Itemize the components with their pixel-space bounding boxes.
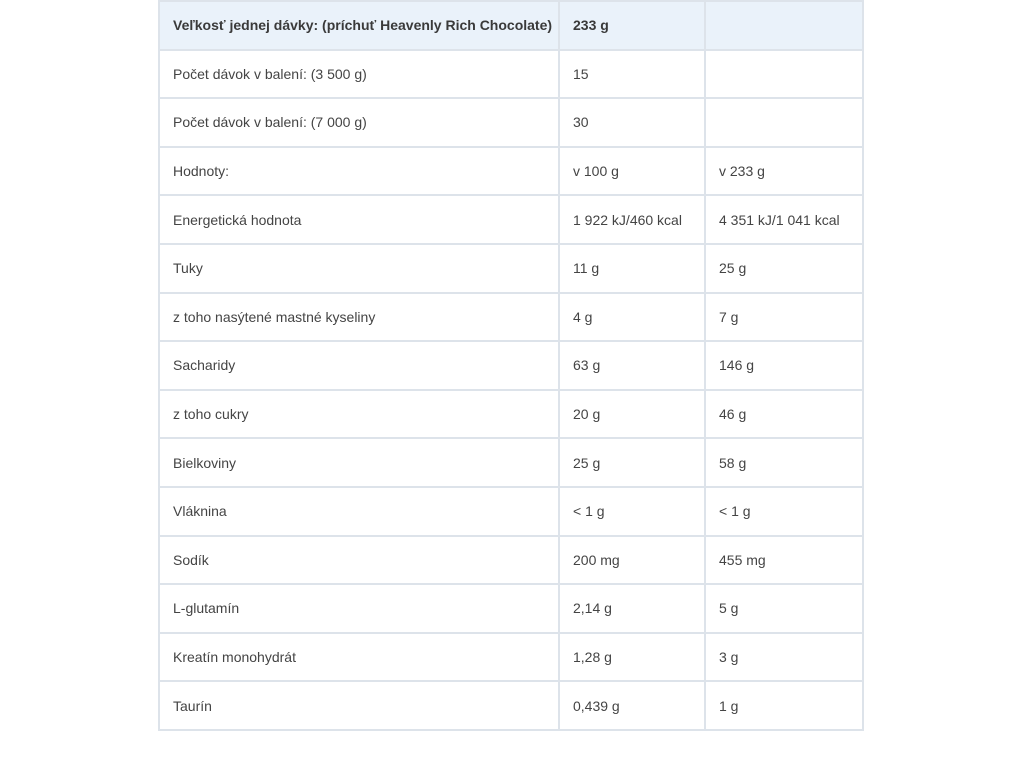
row-value-per-100g: 4 g <box>559 293 705 342</box>
nutrition-table-container <box>158 0 862 731</box>
table-row <box>159 681 863 730</box>
row-value-per-100g: 30 <box>559 98 705 147</box>
row-value-per-serving: 5 g <box>705 584 863 633</box>
nutrition-table <box>158 0 864 731</box>
table-row <box>159 438 863 487</box>
row-value-per-serving: 4 351 kJ/1 041 kcal <box>705 195 863 244</box>
row-label: Taurín <box>159 681 559 730</box>
row-value-per-serving: 7 g <box>705 293 863 342</box>
header-empty-cell <box>705 1 863 50</box>
row-label: Počet dávok v balení: (7 000 g) <box>159 98 559 147</box>
row-value-per-100g: 2,14 g <box>559 584 705 633</box>
row-label: Energetická hodnota <box>159 195 559 244</box>
row-value-per-serving: 58 g <box>705 438 863 487</box>
table-row <box>159 633 863 682</box>
row-value-per-serving: 46 g <box>705 390 863 439</box>
row-label: Sodík <box>159 536 559 585</box>
table-row <box>159 390 863 439</box>
row-value-per-serving: 1 g <box>705 681 863 730</box>
row-label: Hodnoty: <box>159 147 559 196</box>
row-value-per-100g: < 1 g <box>559 487 705 536</box>
row-value-per-serving <box>705 98 863 147</box>
table-row <box>159 50 863 99</box>
row-label: Sacharidy <box>159 341 559 390</box>
row-value-per-100g: 15 <box>559 50 705 99</box>
row-label: Bielkoviny <box>159 438 559 487</box>
row-value-per-100g: 1,28 g <box>559 633 705 682</box>
table-row <box>159 98 863 147</box>
row-value-per-100g: 25 g <box>559 438 705 487</box>
table-header-row <box>159 1 863 50</box>
table-row <box>159 293 863 342</box>
row-label: Kreatín monohydrát <box>159 633 559 682</box>
row-label: z toho nasýtené mastné kyseliny <box>159 293 559 342</box>
table-row <box>159 244 863 293</box>
row-value-per-serving: 3 g <box>705 633 863 682</box>
serving-size-label: Veľkosť jednej dávky: (príchuť Heavenly Rich Chocolate) <box>159 1 559 50</box>
row-value-per-100g: 200 mg <box>559 536 705 585</box>
row-value-per-100g: 11 g <box>559 244 705 293</box>
row-value-per-100g: 63 g <box>559 341 705 390</box>
table-row <box>159 584 863 633</box>
row-value-per-serving: 455 mg <box>705 536 863 585</box>
row-value-per-100g: 20 g <box>559 390 705 439</box>
serving-size-value: 233 g <box>559 1 705 50</box>
row-label: L-glutamín <box>159 584 559 633</box>
row-value-per-serving <box>705 50 863 99</box>
row-value-per-serving: v 233 g <box>705 147 863 196</box>
row-value-per-serving: 25 g <box>705 244 863 293</box>
table-row <box>159 147 863 196</box>
table-row <box>159 195 863 244</box>
row-value-per-100g: v 100 g <box>559 147 705 196</box>
row-label: Vláknina <box>159 487 559 536</box>
table-row <box>159 536 863 585</box>
row-value-per-serving: < 1 g <box>705 487 863 536</box>
row-label: Počet dávok v balení: (3 500 g) <box>159 50 559 99</box>
row-value-per-100g: 0,439 g <box>559 681 705 730</box>
table-row <box>159 487 863 536</box>
row-label: z toho cukry <box>159 390 559 439</box>
row-value-per-100g: 1 922 kJ/460 kcal <box>559 195 705 244</box>
row-value-per-serving: 146 g <box>705 341 863 390</box>
row-label: Tuky <box>159 244 559 293</box>
table-row <box>159 341 863 390</box>
